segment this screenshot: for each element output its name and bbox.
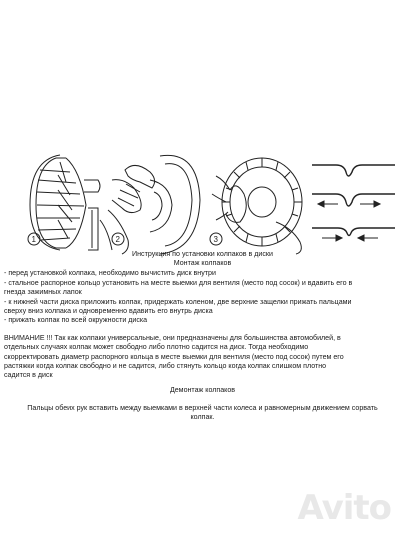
mount-step-3-cont: сверху вниз колпака и одновременно вдавить его внутрь диска [4, 307, 213, 315]
mount-step-4: - прижать колпак по всей окружности диска [4, 316, 148, 324]
ring-profile-1 [312, 165, 395, 176]
mount-step-2: - стальное распорное кольцо установить на месте выемки для вентиля (место под сосок) и вдавить его в [4, 279, 353, 287]
figure-1-hubcap [28, 155, 100, 250]
figure-1-number: 1 [31, 235, 36, 244]
mount-step-1: - перед установкой колпака, необходимо вычистить диск внутри [4, 269, 216, 277]
installation-illustrations [0, 150, 405, 255]
instruction-title: Инструкция по установки колпаков в диски [132, 250, 273, 258]
dismount-line-1: Пальцы обеих рук вставить между выемками в верхней части колеса и равномерным движением сорвать [27, 404, 378, 412]
mount-step-2-cont: гнезда зажимных лапок [4, 288, 82, 296]
warning-line-1: ВНИМАНИЕ !!! Так как колпаки универсальные, они предназначены для большинства автомобилей, в [4, 334, 341, 342]
ring-profile-3 [312, 228, 395, 236]
warning-line-5: садится в диск [4, 371, 53, 379]
warning-line-2: отдельных случаях колпак может свободно либо плотно садится на диск. Тогда необходимо [4, 343, 309, 351]
mount-step-3: - к нижней части диска приложить колпак, придержать коленом, две верхние защелки прижать пальцами [4, 298, 352, 306]
warning-line-4: растяжки когда колпак свободно и не садится, либо стянуть кольцо когда колпак слишком плотно [4, 362, 327, 370]
warning-line-3: скорректировать диаметр распорного кольца в месте выемки для вентиля (место под сосок) путем его [4, 353, 344, 361]
avito-watermark: Avito [297, 488, 391, 528]
dismount-heading: Демонтаж колпаков [169, 386, 236, 394]
figure-3-number: 3 [213, 235, 218, 244]
figure-3-hubcap-front [210, 158, 302, 254]
dismount-line-2: колпак. [190, 413, 215, 421]
mount-heading: Монтаж колпаков [173, 259, 232, 267]
figure-2-number: 2 [115, 235, 120, 244]
